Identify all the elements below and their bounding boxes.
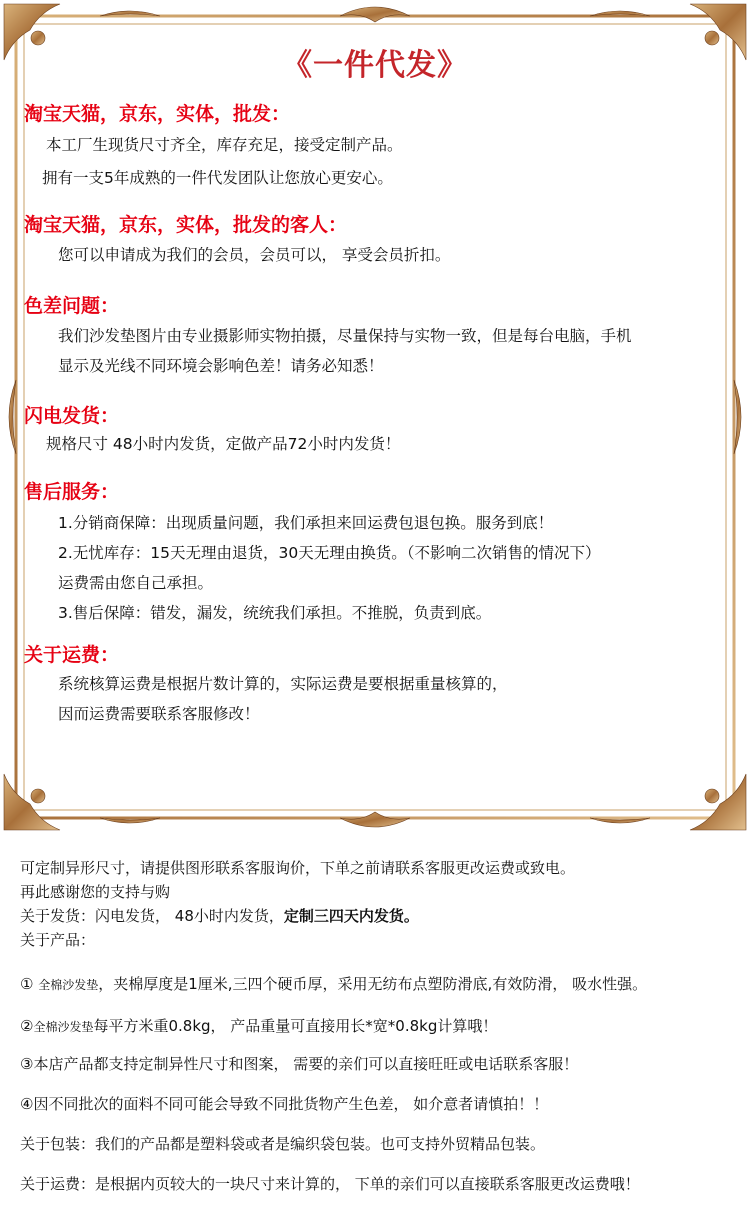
section-line: 您可以申请成为我们的会员，会员可以， 享受会员折扣。: [58, 246, 451, 264]
note-custom-shape: 可定制异形尺寸，请提供图形联系客服询价，下单之前请联系客服更改运费或致电。: [20, 859, 576, 877]
note-shipping-text: 关于发货：闪电发货， 48小时内发货，: [20, 907, 284, 925]
section-line: 规格尺寸 48小时内发货，定做产品72小时内发货！: [46, 435, 401, 453]
section-heading-color-diff: 色差问题：: [24, 295, 120, 317]
product-tag: 全棉沙发垫: [38, 978, 99, 992]
section-line: 1.分销商保障：出现质量问题，我们承担来回运费包退包换。服务到底！: [58, 514, 554, 532]
section-heading-shipping: 闪电发货：: [24, 405, 120, 427]
note-freight: 关于运费：是根据内页较大的一块尺寸来计算的， 下单的亲们可以直接联系客服更改运费哦！: [20, 1175, 640, 1193]
page-title: 《一件代发》: [282, 48, 468, 83]
product-note-3: ③本店产品都支持定制异性尺寸和图案， 需要的亲们可以直接旺旺或电话联系客服！: [20, 1055, 579, 1073]
product-note-text: 每平方米重0.8kg， 产品重量可直接用长*宽*0.8kg计算哦！: [93, 1017, 498, 1035]
section-heading-freight: 关于运费：: [24, 644, 120, 666]
product-note-2: [20, 1015, 497, 1036]
product-note-4: ④因不同批次的面料不同可能会导致不同批货物产生色差， 如介意者请慎拍！！: [20, 1095, 549, 1113]
section-line: 我们沙发垫图片由专业摄影师实物拍摄，尽量保持与实物一致，但是每台电脑，手机: [58, 327, 632, 345]
section-line: 2.无忧库存：15天无理由退货，30天无理由换货。（不影响二次销售的情况下）: [58, 544, 601, 562]
section-line: 拥有一支5年成熟的一件代发团队让您放心更安心。: [42, 169, 393, 187]
product-tag: 全棉沙发垫: [33, 1020, 94, 1034]
section-heading-after-sales: 售后服务：: [24, 481, 120, 503]
product-note-text: ，夹棉厚度是1厘米,三四个硬币厚，采用无纺布点塑防滑底,有效防滑， 吸水性强。: [98, 975, 648, 993]
section-line: 系统核算运费是根据片数计算的，实际运费是要根据重量核算的，: [58, 675, 508, 693]
note-shipping-custom: 定制三四天内发货。: [283, 907, 419, 925]
item-number: ①: [20, 975, 39, 993]
note-thanks: 再此感谢您的支持与购: [20, 883, 171, 901]
item-number: ②: [20, 1017, 34, 1035]
section-line: 本工厂生现货尺寸齐全，库存充足，接受定制产品。: [46, 136, 403, 154]
section-line: 显示及光线不同环境会影响色差！请务必知悉！: [58, 357, 384, 375]
section-line: 运费需由您自己承担。: [58, 574, 214, 592]
product-note-1: [20, 973, 647, 994]
note-shipping: [20, 905, 419, 926]
note-product-label: 关于产品：: [20, 931, 96, 949]
section-heading-customers: 淘宝天猫，京东，实体，批发的客人：: [24, 214, 348, 236]
section-heading-wholesale: 淘宝天猫，京东，实体，批发：: [24, 103, 291, 125]
note-packaging: 关于包装：我们的产品都是塑料袋或者是编织袋包装。也可支持外贸精品包装。: [20, 1135, 546, 1153]
section-line: 因而运费需要联系客服修改！: [58, 705, 260, 723]
section-line: 3.售后保障：错发，漏发，统统我们承担。不推脱，负责到底。: [58, 604, 492, 622]
